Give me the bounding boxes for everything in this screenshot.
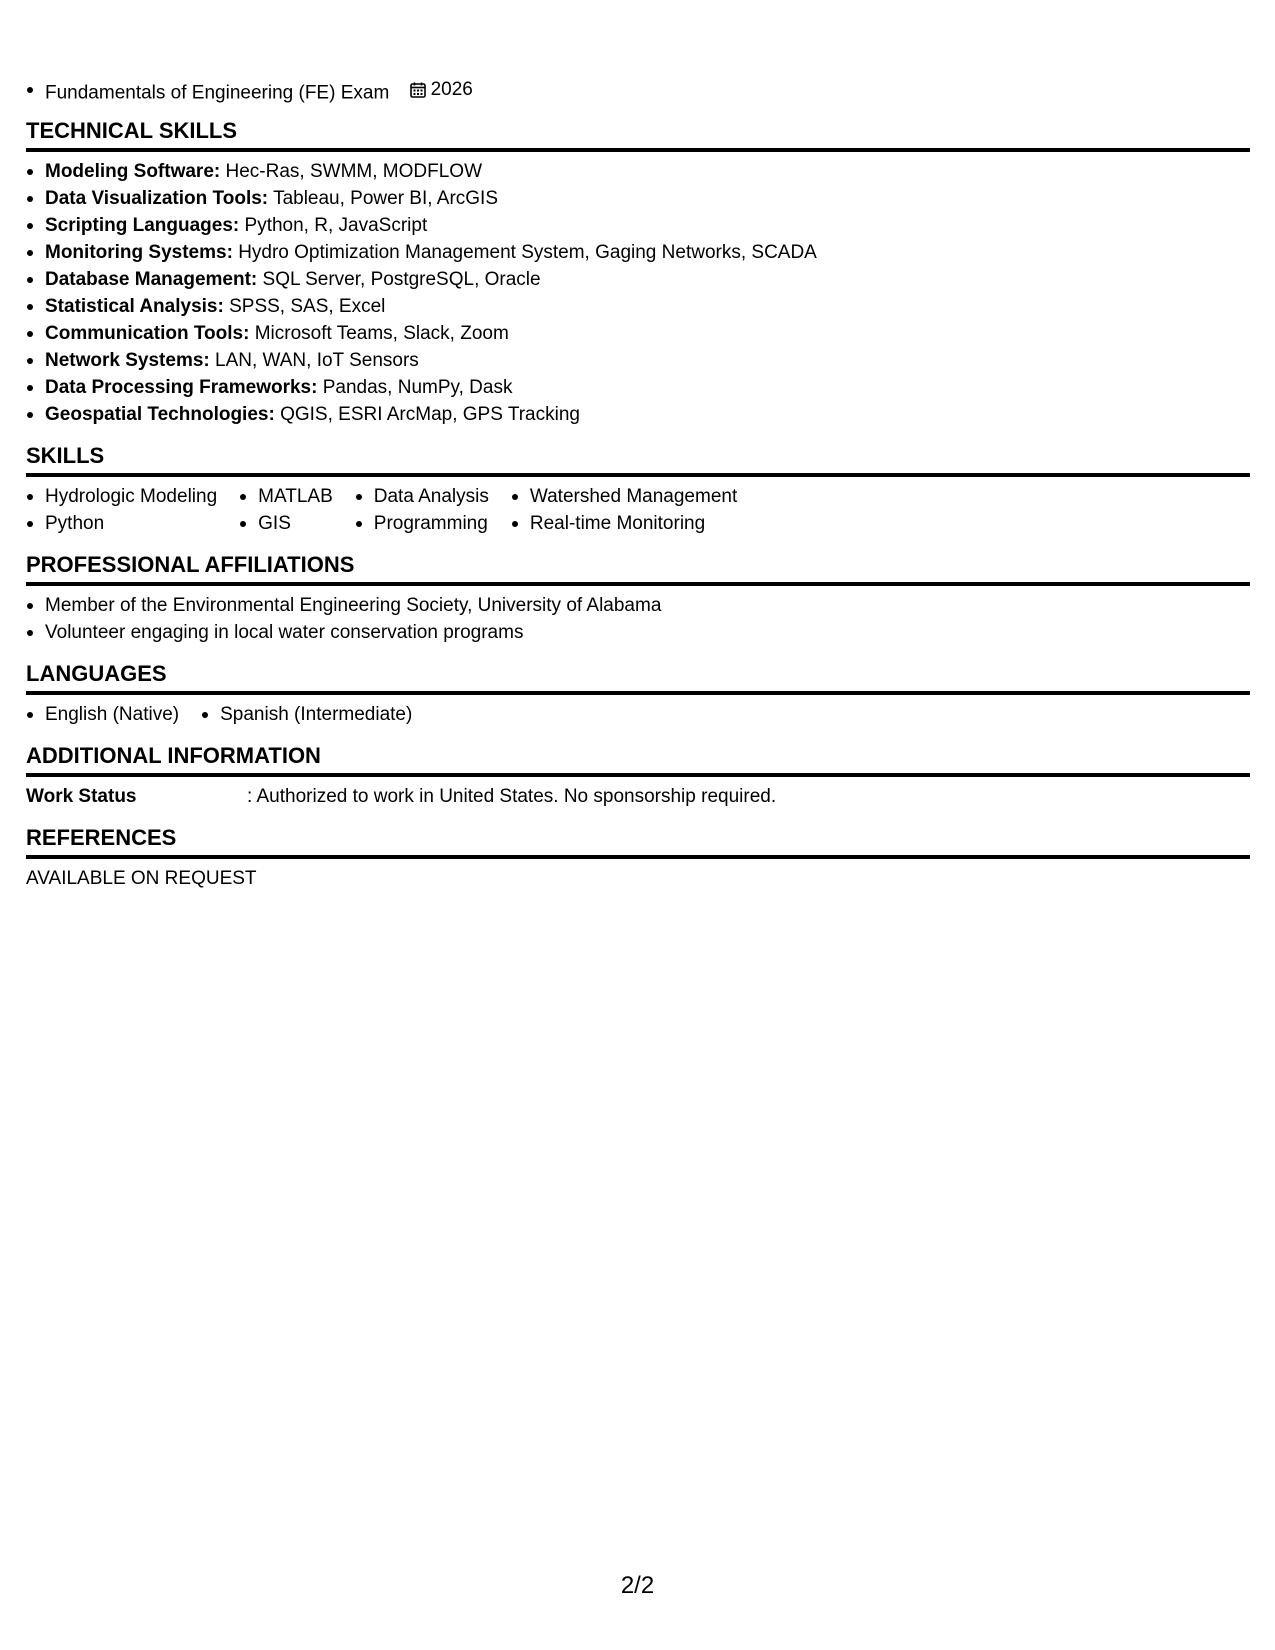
calendar-icon xyxy=(409,81,427,99)
certification-date xyxy=(409,76,473,103)
list-item xyxy=(26,320,1250,347)
list-item xyxy=(26,293,1250,320)
resume-page xyxy=(26,76,1250,892)
list-item: Hydrologic Modeling xyxy=(26,483,217,510)
list-item xyxy=(26,76,1250,103)
skills-heading: SKILLS xyxy=(26,442,1250,477)
skills-column xyxy=(239,483,333,537)
work-status-row xyxy=(26,783,1250,810)
certifications-list xyxy=(26,76,1250,103)
list-item: Python xyxy=(26,510,217,537)
list-item: Member of the Environmental Engineering Society, University of Alabama xyxy=(26,592,1250,619)
list-item: Data Analysis xyxy=(355,483,489,510)
skill-label: Scripting Languages: xyxy=(45,215,240,236)
skill-label: Monitoring Systems: xyxy=(45,242,233,263)
languages-heading: LANGUAGES xyxy=(26,660,1250,695)
languages-list xyxy=(26,701,1250,728)
skill-value: Python, R, JavaScript xyxy=(244,215,428,236)
list-item: GIS xyxy=(239,510,333,537)
skills-column xyxy=(511,483,737,537)
skill-label: Data Processing Frameworks: xyxy=(45,377,318,398)
list-item: Programming xyxy=(355,510,489,537)
skill-label: Data Visualization Tools: xyxy=(45,188,269,209)
skill-value: SQL Server, PostgreSQL, Oracle xyxy=(262,269,541,290)
list-item xyxy=(26,374,1250,401)
skill-value: QGIS, ESRI ArcMap, GPS Tracking xyxy=(280,404,580,425)
work-status-label: Work Status xyxy=(26,786,137,807)
references-text: AVAILABLE ON REQUEST xyxy=(26,868,257,889)
list-item: Spanish (Intermediate) xyxy=(201,701,412,728)
skill-label: Geospatial Technologies: xyxy=(45,404,275,425)
list-item xyxy=(26,185,1250,212)
list-item xyxy=(26,266,1250,293)
skill-label: Network Systems: xyxy=(45,350,210,371)
skill-label: Database Management: xyxy=(45,269,258,290)
references-heading: REFERENCES xyxy=(26,824,1250,859)
skills-column xyxy=(26,483,217,537)
skill-value: SPSS, SAS, Excel xyxy=(229,296,386,317)
list-item xyxy=(26,158,1250,185)
skill-value: Pandas, NumPy, Dask xyxy=(322,377,513,398)
skill-value: Microsoft Teams, Slack, Zoom xyxy=(254,323,509,344)
list-item: Real-time Monitoring xyxy=(511,510,737,537)
list-item: MATLAB xyxy=(239,483,333,510)
skill-value: Hec-Ras, SWMM, MODFLOW xyxy=(225,161,483,182)
technical-skills-list xyxy=(26,158,1250,428)
list-item: Watershed Management xyxy=(511,483,737,510)
page-number: 2/2 xyxy=(620,1572,655,1599)
technical-skills-heading: TECHNICAL SKILLS xyxy=(26,117,1250,152)
work-status-value: : Authorized to work in United States. No sponsorship required. xyxy=(247,786,777,807)
affiliations-list xyxy=(26,592,1250,646)
skills-column xyxy=(355,483,489,537)
list-item xyxy=(26,212,1250,239)
list-item xyxy=(26,347,1250,374)
skill-value: LAN, WAN, IoT Sensors xyxy=(215,350,419,371)
skill-label: Statistical Analysis: xyxy=(45,296,224,317)
list-item: Volunteer engaging in local water conservation programs xyxy=(26,619,1250,646)
list-item xyxy=(26,401,1250,428)
skill-value: Hydro Optimization Management System, Gaging Networks, SCADA xyxy=(238,242,817,263)
skill-value: Tableau, Power BI, ArcGIS xyxy=(273,188,499,209)
list-item xyxy=(26,239,1250,266)
certification-year: 2026 xyxy=(430,79,473,100)
additional-info-heading: ADDITIONAL INFORMATION xyxy=(26,742,1250,777)
affiliations-heading: PROFESSIONAL AFFILIATIONS xyxy=(26,551,1250,586)
skills-grid xyxy=(26,483,1250,537)
certification-name: Fundamentals of Engineering (FE) Exam xyxy=(45,82,390,104)
list-item: English (Native) xyxy=(26,701,179,728)
skill-label: Communication Tools: xyxy=(45,323,250,344)
skill-label: Modeling Software: xyxy=(45,161,221,182)
